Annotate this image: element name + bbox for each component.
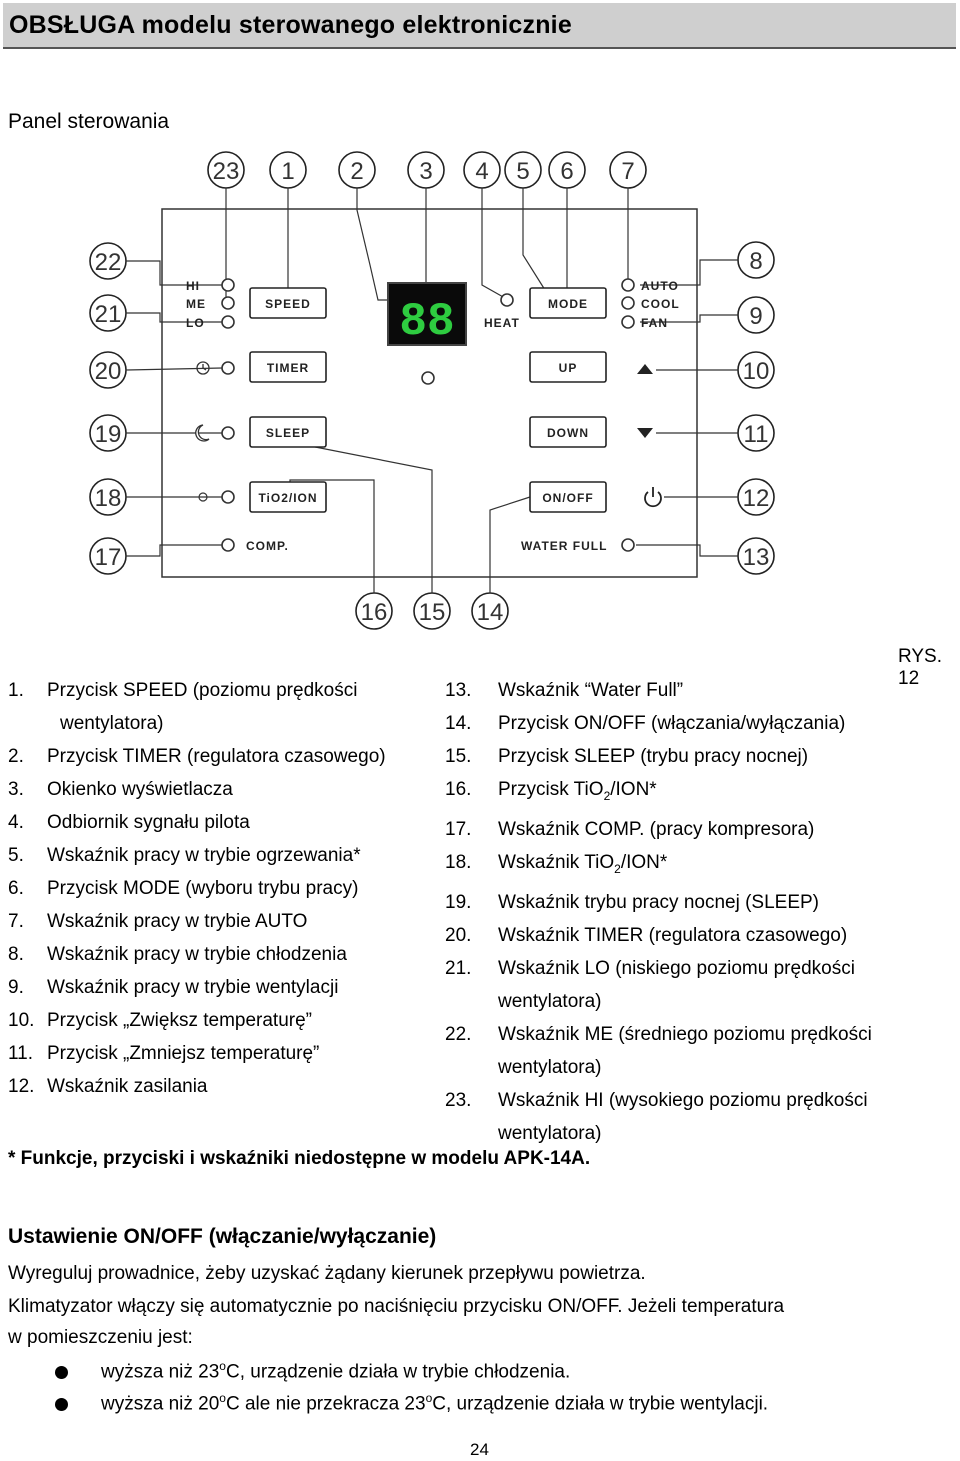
svg-text:FAN: FAN [641,316,668,330]
svg-text:4: 4 [475,158,489,185]
led-auto [622,279,634,291]
svg-text:TIMER: TIMER [266,361,310,375]
page-header [3,3,956,49]
list-item: 14. Przycisk ON/OFF (włączania/wyłączania) [445,713,846,734]
section-title: Panel sterowania [8,110,170,133]
list-item: 19. Wskaźnik trybu pracy nocnej (SLEEP) [445,891,820,913]
svg-text:COMP.: COMP. [246,539,289,553]
legend-left [8,674,448,1103]
svg-text:23: 23 [212,158,240,185]
led-tio2 [222,491,234,503]
list-item: 5. Wskaźnik pracy w trybie ogrzewania* [8,845,361,866]
control-panel-diagram [0,140,960,640]
list-item: 6. Przycisk MODE (wyboru trybu pracy) [8,878,359,899]
list-item: wentylatora) [60,713,164,734]
svg-text:HI: HI [186,279,200,293]
list-item: 20. Wskaźnik TIMER (regulatora czasowego) [445,924,848,946]
list-item: 2. Przycisk TIMER (regulatora czasowego) [8,746,386,767]
bullet-icon [55,1398,68,1411]
svg-text:19: 19 [94,421,122,448]
svg-text:13: 13 [742,544,770,571]
list-item: 7. Wskaźnik pracy w trybie AUTO [8,911,308,932]
display-digits: 88 [399,296,455,348]
paragraph-3: w pomieszczeniu jest: [8,1327,193,1348]
led-heat [501,294,513,306]
remote-receiver [422,372,434,384]
svg-text:DOWN: DOWN [547,426,589,440]
svg-text:12: 12 [742,485,770,512]
led-fan [622,316,634,328]
svg-text:7: 7 [621,158,635,185]
panel-frame [162,209,697,577]
paragraph-1: Wyreguluj prowadnice, żeby uzyskać żądany kierunek przepływu powietrza. [8,1263,646,1284]
paragraph-2: Klimatyzator włączy się automatycznie po naciśnięciu przycisku ON/OFF. Jeżeli temperatura [8,1296,785,1317]
list-item: 10. Przycisk „Zwiększ temperaturę” [8,1010,312,1031]
led-water-full [622,539,634,551]
onoff-section-title: Ustawienie ON/OFF (włączanie/wyłączanie) [8,1225,437,1248]
list-item: 8. Wskaźnik pracy w trybie chłodzenia [8,944,347,965]
led-lo [222,316,234,328]
svg-text:10: 10 [742,358,770,385]
svg-text:COOL: COOL [641,297,680,311]
svg-text:6: 6 [560,158,574,185]
list-item: 13. Wskaźnik “Water Full” [445,680,684,701]
led-sleep [222,427,234,439]
svg-text:WATER FULL: WATER FULL [521,539,608,553]
svg-text:SPEED: SPEED [265,297,311,311]
list-item: 12. Wskaźnik zasilania [8,1076,208,1097]
svg-text:ON/OFF: ON/OFF [542,491,594,505]
led-comp [222,539,234,551]
svg-text:21: 21 [94,301,122,328]
list-item: 22. Wskaźnik ME (średniego poziomu prędkości [445,1023,872,1045]
list-item: 9. Wskaźnik pracy w trybie wentylacji [8,977,339,998]
svg-text:8: 8 [749,248,763,275]
svg-text:18: 18 [94,485,122,512]
svg-text:17: 17 [94,544,122,571]
list-item: 3. Okienko wyświetlacza [8,779,233,800]
svg-text:ME: ME [186,297,206,311]
svg-text:LO: LO [186,316,205,330]
list-item: 17. Wskaźnik COMP. (pracy kompresora) [445,818,815,840]
svg-text:5: 5 [516,158,530,185]
list-item: 21. Wskaźnik LO (niskiego poziomu prędkości [445,957,855,979]
list-item: 18. Wskaźnik TiO$_2$/ION* [445,851,668,876]
led-hi [222,279,234,291]
list-item: 23. Wskaźnik HI (wysokiego poziomu prędkości [445,1089,868,1111]
availability-note: * Funkcje, przyciski i wskaźniki niedostępne w modelu APK-14A. [8,1148,591,1169]
list-item: 11. Przycisk „Zmniejsz temperaturę” [8,1043,320,1064]
svg-text:22: 22 [94,249,122,276]
svg-text:3: 3 [419,158,433,185]
svg-text:TiO2/ION: TiO2/ION [258,491,318,505]
list-item: 1. Przycisk SPEED (poziomu prędkości [8,680,358,701]
svg-text:MODE: MODE [548,297,588,311]
svg-text:AUTO: AUTO [641,279,679,293]
svg-text:9: 9 [749,303,763,330]
list-item: 4. Odbiornik sygnału pilota [8,812,250,833]
svg-text:16: 16 [360,599,388,626]
svg-text:UP: UP [558,361,578,375]
led-cool [622,297,634,309]
led-me [222,297,234,309]
svg-text:14: 14 [476,599,504,626]
legend-right [445,674,960,1150]
svg-text:20: 20 [94,358,122,385]
svg-text:15: 15 [418,599,446,626]
svg-text:11: 11 [743,421,769,448]
list-item: wentylatora) [498,990,602,1012]
list-item: 15. Przycisk SLEEP (trybu pracy nocnej) [445,746,809,767]
list-item: wentylatora) [498,1056,602,1078]
page-number: 24 [470,1440,489,1459]
page-title: OBSŁUGA modelu sterowanego elektronicznie [9,11,572,39]
bullet-icon [55,1366,68,1379]
figure-label: RYS. 12 [898,646,943,689]
list-item: 16. Przycisk TiO$_2$/ION* [445,779,657,803]
svg-text:2: 2 [350,158,364,185]
svg-text:SLEEP: SLEEP [265,426,311,440]
svg-text:1: 1 [281,158,295,185]
svg-text:HEAT: HEAT [484,316,520,330]
list-item: wentylatora) [498,1122,602,1144]
led-timer [222,362,234,374]
